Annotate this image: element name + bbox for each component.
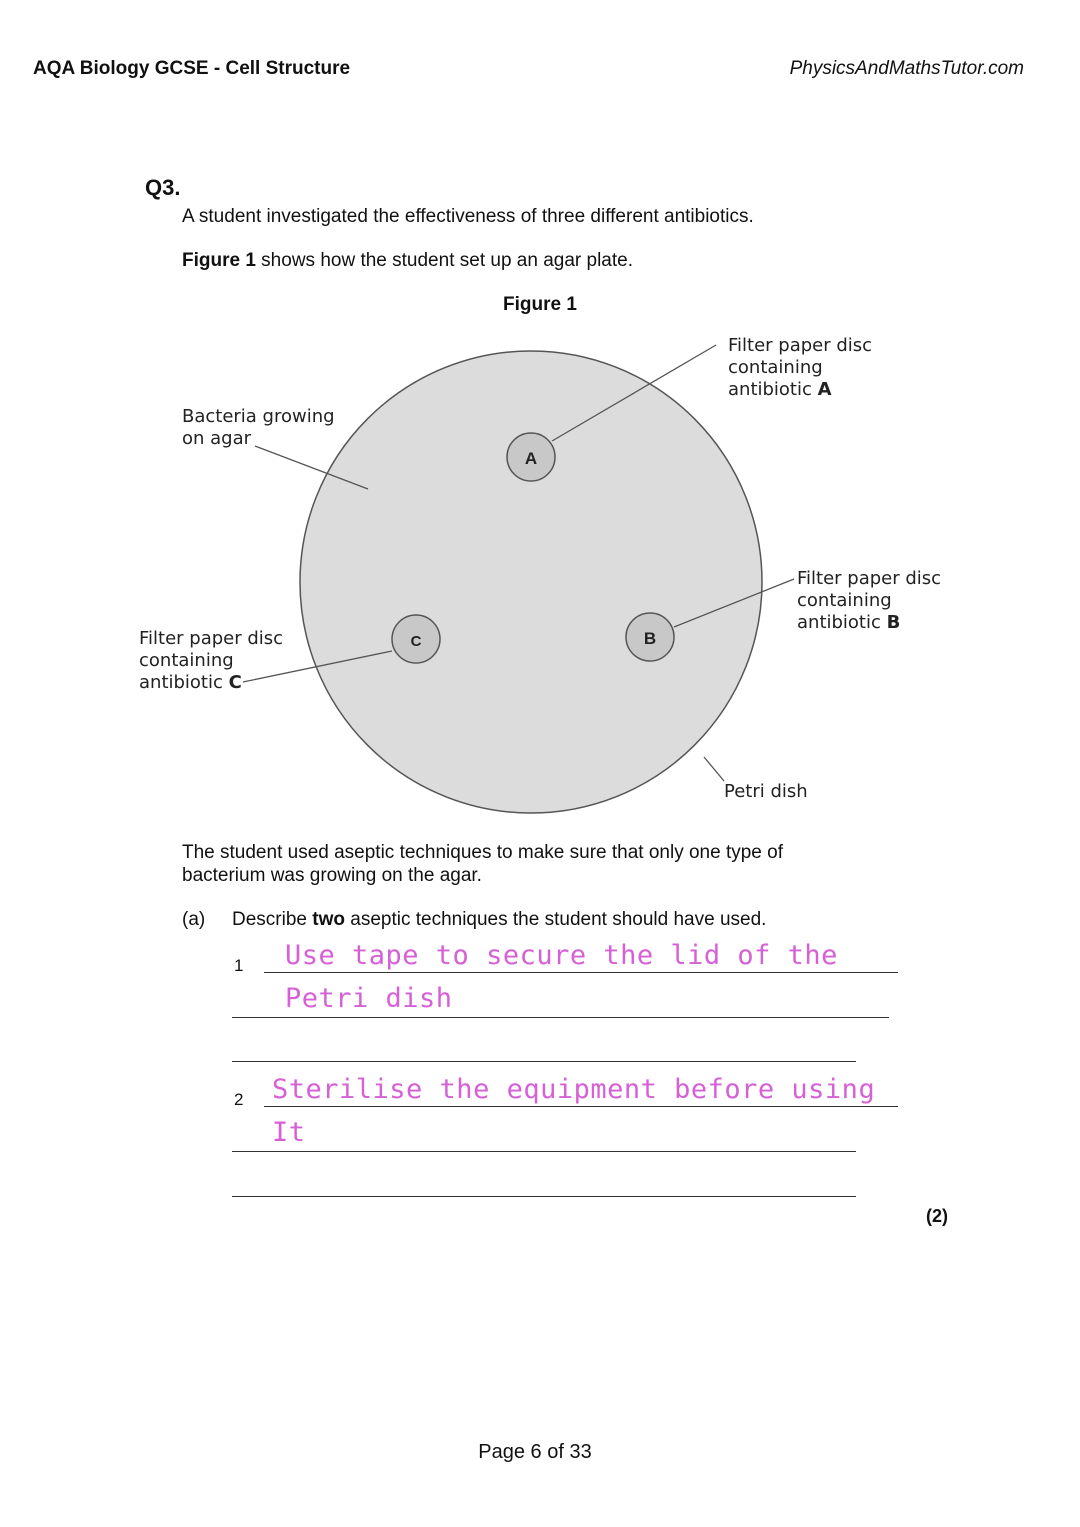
header-site: PhysicsAndMathsTutor.com [789,58,1024,79]
answer-1-line-3[interactable] [232,1061,856,1062]
disc-b-letter: B [643,629,657,648]
marks-indicator: (2) [926,1206,948,1226]
label-bacteria-line2: on agar [182,428,252,449]
figure-reference-bold: Figure 1 [182,250,256,271]
answer-1-line2-handwriting: Petri dish [285,983,453,1014]
label-disc-a-line3: antibiotic A [728,379,832,400]
part-a-label: (a) [182,909,206,930]
label-petri-dish: Petri dish [724,781,808,802]
figure-reference-rest: shows how the student set up an agar plate. [255,250,633,271]
disc-c-letter: C [410,633,422,650]
answer-2-number: 2 [234,1090,244,1109]
label-disc-c-line1: Filter paper disc [139,628,284,649]
answer-1-line1-handwriting: Use tape to secure the lid of the [285,940,838,971]
label-disc-c-line2: containing [139,650,234,671]
answer-1-line-2[interactable] [232,1017,889,1018]
question-intro: A student investigated the effectiveness of three different antibiotics. [182,206,754,227]
label-disc-c-letter: C [228,672,242,693]
label-bacteria-line1: Bacteria growing [182,406,335,427]
label-disc-c-line3: antibiotic C [139,672,242,693]
aseptic-line2: bacterium was growing on the agar. [182,865,482,886]
petri-leader-line [704,757,724,781]
part-a-prompt-bold: two [312,909,345,930]
aseptic-paragraph [182,841,783,887]
answer-1-line-1[interactable] [264,972,898,973]
label-disc-a-line2: containing [728,357,823,378]
answer-2-line-3[interactable] [232,1196,856,1197]
label-disc-a [728,335,872,401]
label-disc-b-letter: B [886,612,901,633]
label-disc-c [139,628,283,694]
label-disc-a-line1: Filter paper disc [728,335,873,356]
part-a-prompt: Describe two aseptic techniques the student should have used. [232,909,767,930]
petri-dish-circle [300,351,762,813]
label-disc-b-line3: antibiotic B [797,612,901,633]
answer-2-line-2[interactable] [232,1151,856,1152]
figure-title: Figure 1 [503,294,577,315]
question-number: Q3. [145,175,181,200]
answer-2-line1-handwriting: Sterilise the equipment before using [272,1074,876,1105]
aseptic-line1: The student used aseptic techniques to make sure that only one type of [182,842,783,863]
answer-2-line-1[interactable] [264,1106,898,1107]
disc-a [507,433,555,481]
answer-1-number: 1 [234,956,244,975]
answer-2-line2-handwriting: It [272,1117,306,1148]
header-title: AQA Biology GCSE - Cell Structure [33,58,351,79]
page-number: Page 6 of 33 [478,1441,592,1463]
disc-a-letter: A [524,449,538,468]
label-disc-b-line1: Filter paper disc [797,568,942,589]
label-disc-b [797,568,941,634]
label-disc-b-line2: containing [797,590,892,611]
disc-c [392,615,440,663]
label-bacteria [182,406,335,450]
label-disc-a-letter: A [817,379,832,400]
disc-b [626,613,674,661]
